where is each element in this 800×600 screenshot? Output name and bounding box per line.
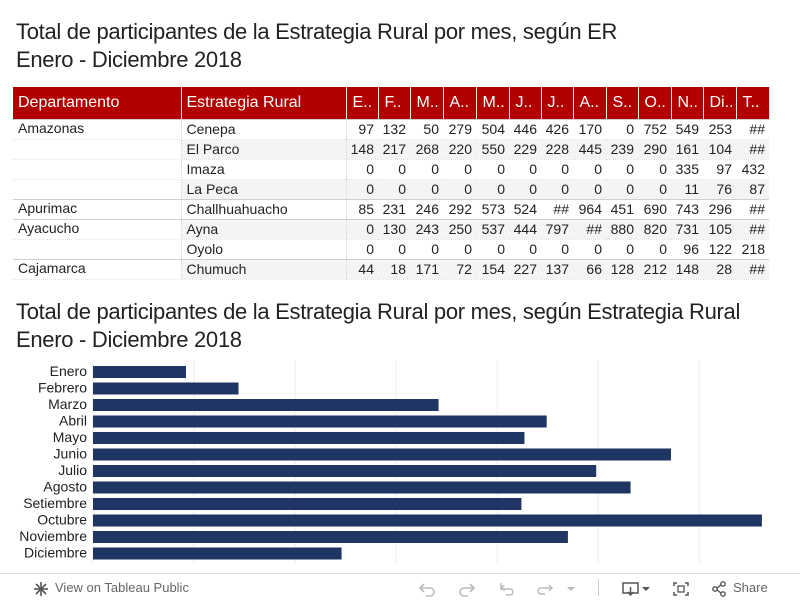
table-row xyxy=(13,159,769,179)
category-label: Enero xyxy=(49,363,87,379)
bar-julio[interactable] xyxy=(93,465,596,477)
header-month-10[interactable]: O.. xyxy=(638,87,671,119)
cell-value[interactable]: 0 xyxy=(443,179,476,199)
cell-value[interactable]: 137 xyxy=(541,259,573,279)
header-month-13[interactable]: T.. xyxy=(736,87,769,119)
crosstab-table xyxy=(13,87,769,280)
bar-octubre[interactable] xyxy=(93,515,762,527)
cell-value[interactable]: 504 xyxy=(476,119,509,139)
undo-icon[interactable] xyxy=(418,578,436,598)
cell-value[interactable]: 0 xyxy=(638,159,671,179)
cell-value[interactable]: 292 xyxy=(443,199,476,219)
header-month-2[interactable]: F.. xyxy=(378,87,410,119)
cell-value[interactable]: 96 xyxy=(671,239,703,259)
cell-value[interactable]: 0 xyxy=(541,239,573,259)
cell-departamento: Amazonas xyxy=(13,119,181,139)
fullscreen-icon[interactable] xyxy=(672,578,690,598)
cell-value[interactable]: 11 xyxy=(671,179,703,199)
header-departamento[interactable]: Departamento xyxy=(13,87,181,119)
bar-noviembre[interactable] xyxy=(93,531,568,543)
cell-value[interactable]: 0 xyxy=(410,239,443,259)
chart-title: Total de participantes de la Estrategia Rural por mes, según Estrategia Rural xyxy=(16,299,741,324)
table-row xyxy=(13,119,769,139)
cell-value[interactable]: 148 xyxy=(346,139,378,159)
cell-value[interactable]: 105 xyxy=(703,219,736,239)
cell-value[interactable]: 130 xyxy=(378,219,410,239)
monthly-bar-chart xyxy=(0,360,800,568)
table-row xyxy=(13,139,769,159)
revert-icon[interactable] xyxy=(498,578,516,598)
header-month-3[interactable]: M.. xyxy=(410,87,443,119)
table-body xyxy=(13,119,769,279)
cell-value[interactable]: ## xyxy=(736,199,769,219)
cell-value[interactable]: 161 xyxy=(671,139,703,159)
bar-marzo[interactable] xyxy=(93,399,439,411)
category-label: Junio xyxy=(53,445,87,462)
table-subtitle: Enero - Diciembre 2018 xyxy=(16,47,242,72)
cell-value[interactable]: 0 xyxy=(606,159,638,179)
cell-value[interactable]: 820 xyxy=(638,219,671,239)
cell-value[interactable]: 87 xyxy=(736,179,769,199)
cell-value[interactable]: 217 xyxy=(378,139,410,159)
cell-value[interactable]: 752 xyxy=(638,119,671,139)
cell-estrategia-rural: El Parco xyxy=(181,139,346,159)
cell-value[interactable]: 212 xyxy=(638,259,671,279)
cell-value[interactable]: 0 xyxy=(541,159,573,179)
table-row xyxy=(13,199,769,219)
cell-value[interactable]: 76 xyxy=(703,179,736,199)
table-row xyxy=(13,259,769,279)
header-month-12[interactable]: Di.. xyxy=(703,87,736,119)
cell-value[interactable]: 0 xyxy=(410,179,443,199)
cell-value[interactable]: 290 xyxy=(638,139,671,159)
bar-febrero[interactable] xyxy=(93,383,239,395)
cell-value[interactable]: 66 xyxy=(573,259,606,279)
cell-value[interactable]: 550 xyxy=(476,139,509,159)
cell-value[interactable]: 268 xyxy=(410,139,443,159)
cell-departamento: Cajamarca xyxy=(13,259,181,279)
header-month-5[interactable]: M.. xyxy=(476,87,509,119)
refresh-icon[interactable] xyxy=(536,578,554,598)
tableau-toolbar xyxy=(0,573,800,600)
cell-estrategia-rural: Oyolo xyxy=(181,239,346,259)
cell-value[interactable]: 148 xyxy=(671,259,703,279)
cell-value[interactable]: 0 xyxy=(346,239,378,259)
cell-value[interactable]: 220 xyxy=(443,139,476,159)
cell-value[interactable]: 690 xyxy=(638,199,671,219)
cell-value[interactable]: 524 xyxy=(509,199,541,219)
header-month-1[interactable]: E.. xyxy=(346,87,378,119)
cell-value[interactable]: 549 xyxy=(671,119,703,139)
cell-value[interactable]: 231 xyxy=(378,199,410,219)
cell-value[interactable]: 335 xyxy=(671,159,703,179)
cell-value[interactable]: 170 xyxy=(573,119,606,139)
category-label: Diciembre xyxy=(23,544,87,561)
cell-estrategia-rural: Ayna xyxy=(181,219,346,239)
cell-value[interactable]: 0 xyxy=(573,179,606,199)
cell-value[interactable]: 28 xyxy=(703,259,736,279)
bar-agosto[interactable] xyxy=(93,482,631,494)
cell-departamento: Ayacucho xyxy=(13,219,181,239)
cell-value[interactable]: 0 xyxy=(509,239,541,259)
cell-value[interactable]: 0 xyxy=(378,179,410,199)
cell-value[interactable]: 0 xyxy=(638,239,671,259)
cell-value[interactable]: 0 xyxy=(443,239,476,259)
share-icon[interactable] xyxy=(711,578,727,598)
cell-value[interactable]: ## xyxy=(541,199,573,219)
cell-value[interactable]: 0 xyxy=(346,159,378,179)
cell-value[interactable]: 0 xyxy=(638,179,671,199)
table-row xyxy=(13,219,769,239)
cell-value[interactable]: 279 xyxy=(443,119,476,139)
cell-value[interactable]: 797 xyxy=(541,219,573,239)
cell-value[interactable]: 243 xyxy=(410,219,443,239)
cell-estrategia-rural: Challhuahuacho xyxy=(181,199,346,219)
download-chevron-icon[interactable] xyxy=(641,578,651,598)
cell-value[interactable]: 253 xyxy=(703,119,736,139)
cell-value[interactable]: ## xyxy=(736,139,769,159)
cell-value[interactable]: 97 xyxy=(703,159,736,179)
cell-value[interactable]: 104 xyxy=(703,139,736,159)
cell-value[interactable]: 246 xyxy=(410,199,443,219)
cell-value[interactable]: 445 xyxy=(573,139,606,159)
cell-value[interactable]: 0 xyxy=(606,239,638,259)
category-label: Agosto xyxy=(43,478,87,495)
cell-value[interactable]: 229 xyxy=(509,139,541,159)
cell-value[interactable]: 154 xyxy=(476,259,509,279)
cell-value[interactable]: ## xyxy=(573,219,606,239)
cell-departamento: Apurimac xyxy=(13,199,181,219)
cell-value[interactable]: 0 xyxy=(606,119,638,139)
cell-estrategia-rural: La Peca xyxy=(181,179,346,199)
cell-value[interactable]: 228 xyxy=(541,139,573,159)
category-label: Abril xyxy=(58,412,87,429)
bar-junio[interactable] xyxy=(93,449,671,461)
cell-value[interactable]: 0 xyxy=(476,179,509,199)
cell-value[interactable]: 0 xyxy=(476,159,509,179)
cell-estrategia-rural: Chumuch xyxy=(181,259,346,279)
category-label: Mayo xyxy=(52,429,87,445)
cell-value[interactable]: 432 xyxy=(736,159,769,179)
cell-value[interactable]: 296 xyxy=(703,199,736,219)
cell-value[interactable]: 50 xyxy=(410,119,443,139)
download-icon[interactable] xyxy=(621,578,641,598)
cell-value[interactable]: 0 xyxy=(443,159,476,179)
cell-value[interactable]: 0 xyxy=(346,179,378,199)
header-estrategia-rural[interactable]: Estrategia Rural xyxy=(181,87,346,119)
cell-value[interactable]: 171 xyxy=(410,259,443,279)
cell-value[interactable]: 218 xyxy=(736,239,769,259)
cell-value[interactable]: 0 xyxy=(573,239,606,259)
table-title: Total de participantes de la Estrategia Rural por mes, según ER xyxy=(16,19,618,44)
cell-value[interactable]: ## xyxy=(736,259,769,279)
cell-departamento xyxy=(13,159,181,179)
cell-value[interactable]: 18 xyxy=(378,259,410,279)
bar-abril[interactable] xyxy=(93,416,547,428)
cell-value[interactable]: 0 xyxy=(476,239,509,259)
cell-value[interactable]: 880 xyxy=(606,219,638,239)
refresh-dropdown-chevron-icon[interactable] xyxy=(566,578,576,598)
cell-value[interactable]: 444 xyxy=(509,219,541,239)
cell-value[interactable]: 227 xyxy=(509,259,541,279)
cell-value[interactable]: 0 xyxy=(573,159,606,179)
tableau-logo-icon[interactable] xyxy=(33,578,49,598)
cell-estrategia-rural: Imaza xyxy=(181,159,346,179)
cell-departamento xyxy=(13,139,181,159)
table-row xyxy=(13,179,769,199)
category-label: Julio xyxy=(58,462,87,478)
category-label: Febrero xyxy=(37,379,87,396)
cell-value[interactable]: 446 xyxy=(509,119,541,139)
cell-value[interactable]: ## xyxy=(736,219,769,239)
cell-value[interactable]: 0 xyxy=(606,179,638,199)
category-label: Noviembre xyxy=(19,528,87,544)
cell-departamento xyxy=(13,239,181,259)
chart-subtitle: Enero - Diciembre 2018 xyxy=(16,327,242,352)
cell-value[interactable]: 250 xyxy=(443,219,476,239)
bar-enero[interactable] xyxy=(93,366,186,378)
header-month-7[interactable]: J.. xyxy=(541,87,573,119)
redo-icon[interactable] xyxy=(458,578,476,598)
cell-departamento xyxy=(13,179,181,199)
cell-value[interactable]: 731 xyxy=(671,219,703,239)
header-month-4[interactable]: A.. xyxy=(443,87,476,119)
cell-value[interactable]: 0 xyxy=(346,219,378,239)
category-label: Setiembre xyxy=(23,495,87,511)
cell-value[interactable]: 537 xyxy=(476,219,509,239)
view-on-tableau-link[interactable]: View on Tableau Public xyxy=(55,580,189,595)
header-month-6[interactable]: J.. xyxy=(509,87,541,119)
cell-value[interactable]: 743 xyxy=(671,199,703,219)
bar-diciembre[interactable] xyxy=(93,548,342,560)
cell-value[interactable]: 239 xyxy=(606,139,638,159)
cell-value[interactable]: 128 xyxy=(606,259,638,279)
cell-value[interactable]: 964 xyxy=(573,199,606,219)
cell-value[interactable]: 122 xyxy=(703,239,736,259)
cell-value[interactable]: 0 xyxy=(410,159,443,179)
bar-setiembre[interactable] xyxy=(93,498,521,510)
share-button[interactable]: Share xyxy=(733,580,768,595)
header-month-9[interactable]: S.. xyxy=(606,87,638,119)
header-month-11[interactable]: N.. xyxy=(671,87,703,119)
bar-mayo[interactable] xyxy=(93,432,524,444)
cell-value[interactable]: 0 xyxy=(378,159,410,179)
cell-value[interactable]: 85 xyxy=(346,199,378,219)
toolbar-divider xyxy=(598,579,599,596)
cell-value[interactable]: 72 xyxy=(443,259,476,279)
cell-value[interactable]: 0 xyxy=(541,179,573,199)
category-label: Marzo xyxy=(48,396,87,412)
cell-estrategia-rural: Cenepa xyxy=(181,119,346,139)
table-header-row xyxy=(13,87,769,119)
header-month-8[interactable]: A.. xyxy=(573,87,606,119)
cell-value[interactable]: 0 xyxy=(378,239,410,259)
category-label: Octubre xyxy=(37,511,87,528)
cell-value[interactable]: 97 xyxy=(346,119,378,139)
cell-value[interactable]: 573 xyxy=(476,199,509,219)
cell-value[interactable]: 0 xyxy=(509,159,541,179)
cell-value[interactable]: 44 xyxy=(346,259,378,279)
cell-value[interactable]: ## xyxy=(736,119,769,139)
table-row xyxy=(13,239,769,259)
cell-value[interactable]: 132 xyxy=(378,119,410,139)
cell-value[interactable]: 426 xyxy=(541,119,573,139)
cell-value[interactable]: 0 xyxy=(509,179,541,199)
cell-value[interactable]: 451 xyxy=(606,199,638,219)
